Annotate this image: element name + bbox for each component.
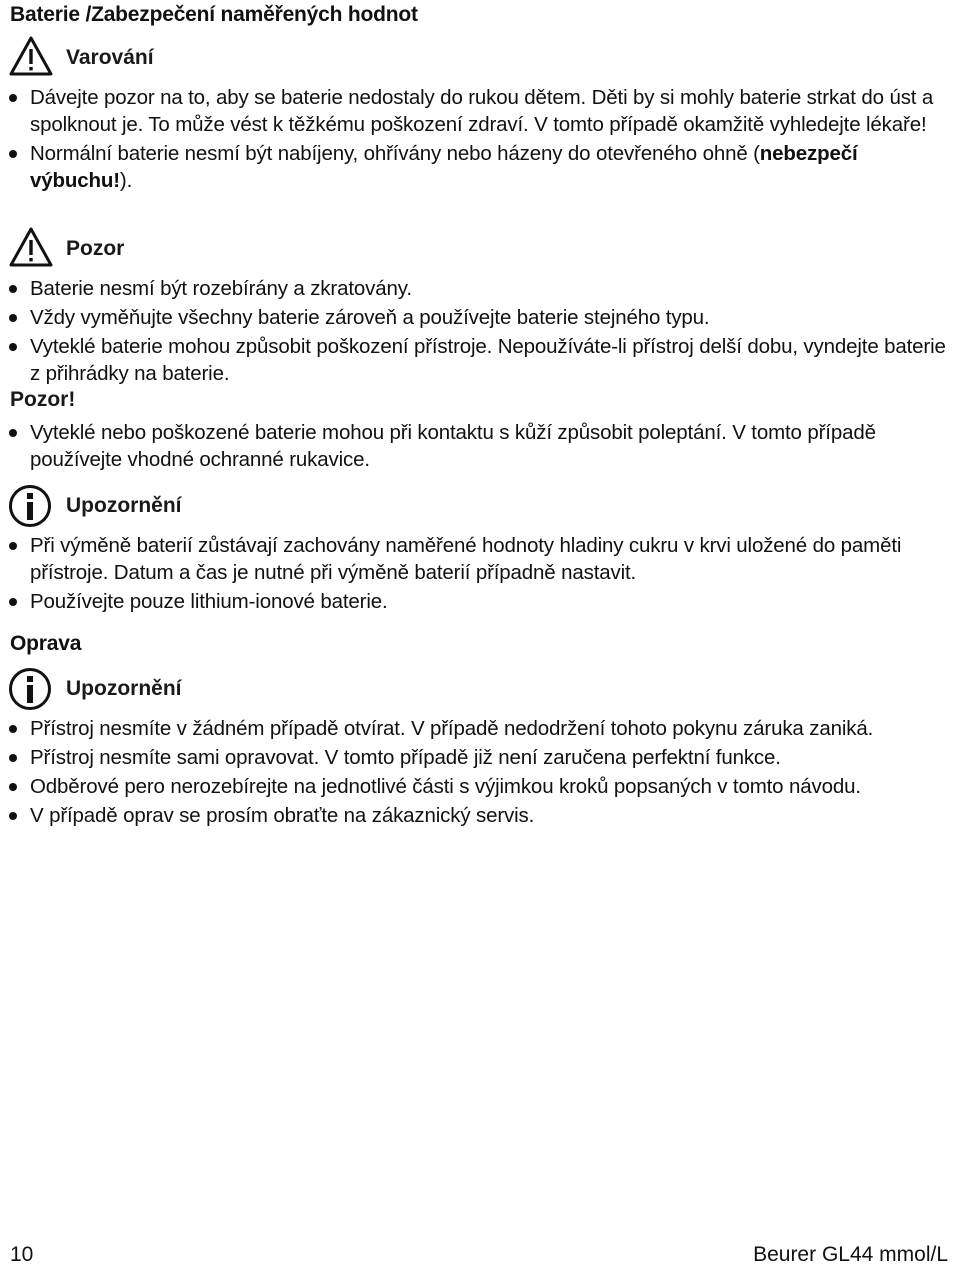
- list-item: Přístroj nesmíte sami opravovat. V tomto případě již není zaručena perfektní funkce.: [0, 744, 960, 771]
- page-number: 10: [10, 1243, 34, 1266]
- warning-label: Varování: [66, 46, 154, 69]
- warning-list: [0, 84, 960, 196]
- note-list: [0, 532, 960, 617]
- pozor-list: [0, 419, 960, 475]
- product-name: Beurer GL44 mmol/L: [753, 1243, 948, 1266]
- note-label: Upozornění: [66, 494, 182, 517]
- warning-triangle-icon: [8, 35, 54, 77]
- caution-label: Pozor: [66, 237, 125, 260]
- pozor-heading: Pozor!: [10, 388, 76, 411]
- list-item: Používejte pouze lithium-ionové baterie.: [0, 588, 960, 615]
- info-icon: [8, 484, 52, 528]
- list-item: Vyteklé nebo poškozené baterie mohou při kontaktu s kůží způsobit poleptání. V tomto případě používejte vhodné ochranné rukavice.: [0, 419, 960, 473]
- repair-title: Oprava: [10, 632, 82, 655]
- warning-triangle-icon: [8, 226, 54, 268]
- section-title: Baterie /Zabezpečení naměřených hodnot: [10, 3, 418, 26]
- list-item: Přístroj nesmíte v žádném případě otvírat. V případě nedodržení tohoto pokynu záruka zaniká.: [0, 715, 960, 742]
- list-item: Vždy vyměňujte všechny baterie zároveň a používejte baterie stejného typu.: [0, 304, 960, 331]
- note-label: Upozornění: [66, 677, 182, 700]
- list-item-tail: ).: [119, 169, 133, 192]
- list-item: Odběrové pero nerozebírejte na jednotlivé části s výjimkou kroků popsaných v tomto návodu.: [0, 773, 960, 800]
- info-icon: [8, 667, 52, 711]
- list-item: V případě oprav se prosím obraťte na zákaznický servis.: [0, 802, 960, 829]
- list-item: Vyteklé baterie mohou způsobit poškození přístroje. Nepoužíváte-li přístroj delší dobu, vyndejte baterie z přihrádky na baterie.: [0, 333, 960, 387]
- emphasis-text: nebezpečí výbuchu!: [30, 142, 858, 192]
- caution-list: [0, 275, 960, 389]
- list-item-text: Normální baterie nesmí být nabíjeny, ohřívány nebo házeny do otevřeného ohně (: [30, 142, 760, 165]
- list-item-text: Dávejte pozor na to, aby se baterie nedostaly do rukou dětem. Děti by si mohly baterie strkat do úst a spolknout je. To může vést k těžkému poškození zdraví. V tomto případě okamžitě vyhledejte lékaře!: [30, 86, 934, 136]
- list-item: [0, 84, 960, 138]
- list-item: Baterie nesmí být rozebírány a zkratovány.: [0, 275, 960, 302]
- repair-list: [0, 715, 960, 831]
- list-item: [0, 140, 960, 194]
- list-item: Při výměně baterií zůstávají zachovány naměřené hodnoty hladiny cukru v krvi uložené do paměti přístroje. Datum a čas je nutné při výměně baterií případně nastavit.: [0, 532, 960, 586]
